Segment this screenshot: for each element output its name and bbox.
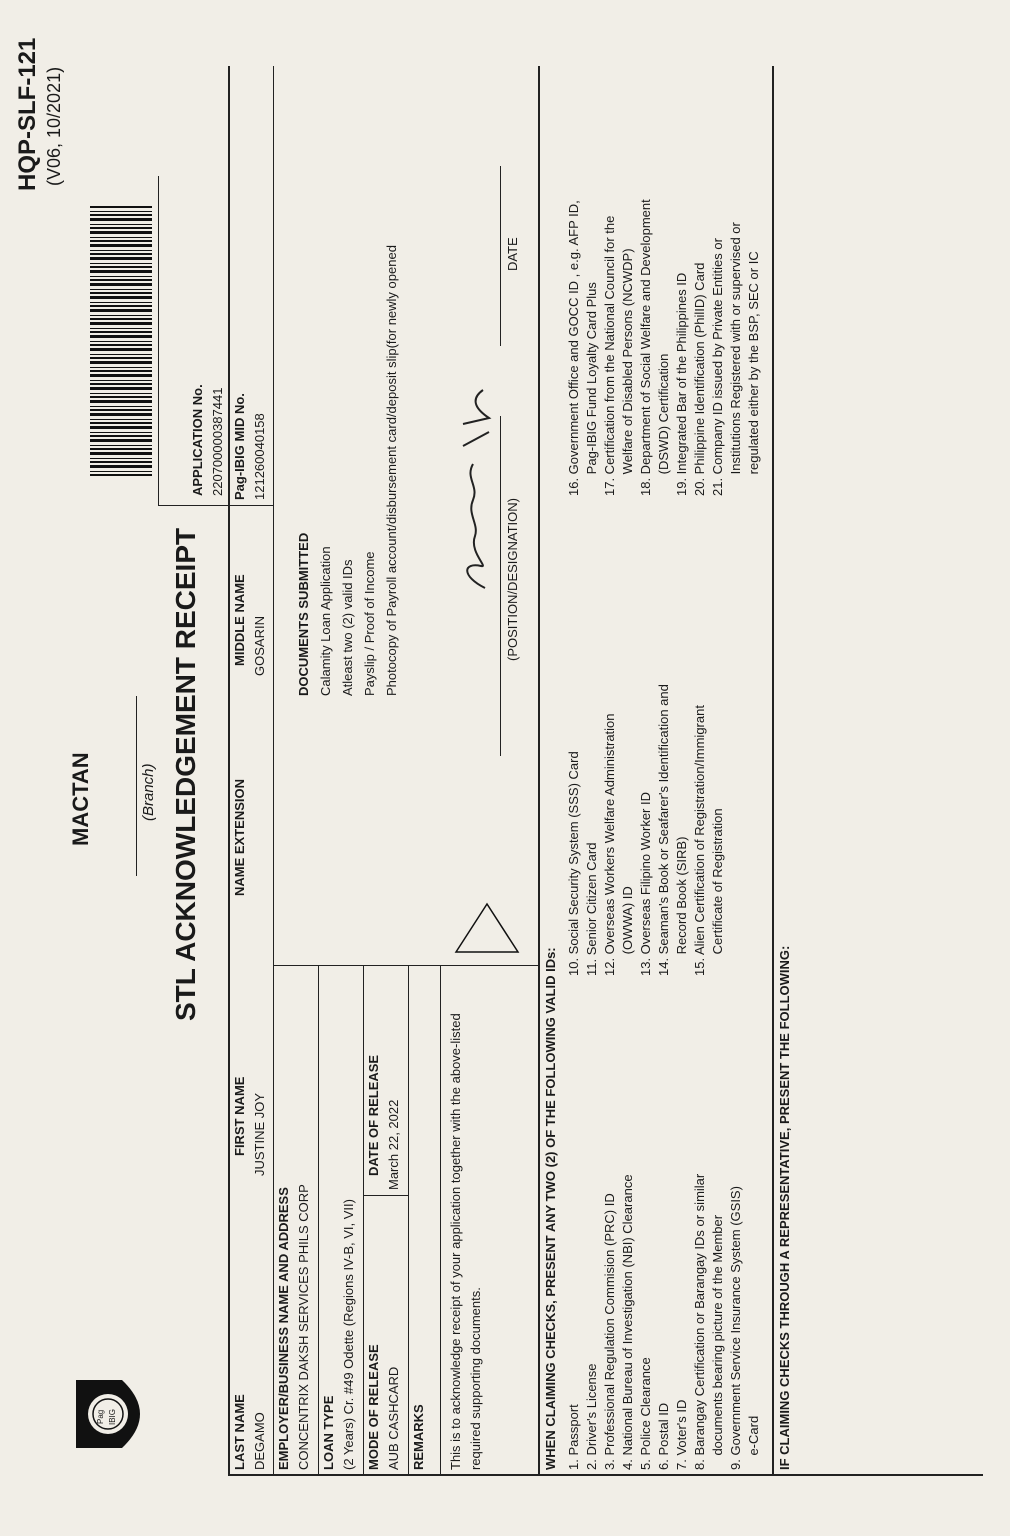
logo-text-line1: Pag — [96, 1409, 105, 1424]
loan-type-value: (2 Years) Cr. #49 Odette (Regions IV-B, VI, VII) — [341, 1199, 356, 1470]
valid-id-item: 16. Government Office and GOCC ID , e.g. AFP ID, — [566, 200, 581, 496]
valid-id-item: documents bearing picture of the Member — [710, 1214, 725, 1470]
application-no-label: APPLICATION No. — [190, 384, 205, 496]
barcode — [90, 206, 152, 476]
acknowledgement-line1: This is to acknowledge receipt of your application together with the above-listed — [448, 1013, 463, 1470]
form-code: HQP-SLF-121 — [14, 37, 41, 191]
valid-id-item: Certificate of Registration — [710, 808, 725, 976]
documents-label: DOCUMENTS SUBMITTED — [296, 532, 311, 696]
valid-id-item: 14. Seaman's Book or Seafarer's Identification and — [656, 684, 671, 976]
valid-id-item: 10. Social Security System (SSS) Card — [566, 751, 581, 976]
valid-id-item: 2. Driver's License — [584, 1363, 599, 1470]
representative-heading: IF CLAIMING CHECKS THROUGH A REPRESENTATIVE, PRESENT THE FOLLOWING: — [777, 945, 792, 1470]
release-divider — [363, 1195, 408, 1196]
employer-value: CONCENTRIX DAKSH SERVICES PHILS CORP — [296, 1184, 311, 1470]
app-box-top — [158, 176, 159, 506]
valid-id-item: 11. Senior Citizen Card — [584, 842, 599, 976]
valid-id-item: (OWWA) ID — [620, 886, 635, 976]
acknowledgement-date-label: DATE — [505, 237, 520, 271]
mid-label: Pag-IBIG MID No. — [232, 393, 247, 500]
middle-name-value: GOSARIN — [252, 616, 267, 676]
release-row-bottom — [408, 966, 409, 1476]
documents-divider — [273, 965, 440, 966]
valid-id-item: 5. Police Clearance — [638, 1357, 653, 1470]
page-title: STL ACKNOWLEDGEMENT RECEIPT — [170, 527, 201, 1021]
valid-id-item: Welfare of Disabled Persons (NCWDP) — [620, 248, 635, 496]
name-extension-label: NAME EXTENSION — [232, 778, 247, 896]
branch-underline — [136, 696, 137, 876]
last-name-value: DEGAMO — [252, 1412, 267, 1470]
logo-text-line2: IBIG — [108, 1408, 117, 1425]
table-top-border — [228, 66, 230, 1476]
valid-id-item: (DSWD) Certification — [656, 353, 671, 496]
table-left-border — [228, 1474, 983, 1476]
valid-id-item: Record Book (SIRB) — [674, 836, 689, 976]
branch-caption: (Branch) — [140, 763, 157, 821]
document-item: Atleast two (2) valid IDs — [340, 559, 355, 696]
pagibig-logo — [70, 1374, 150, 1454]
branch-value: MACTAN — [68, 752, 93, 846]
mode-of-release-value: AUB CASHCARD — [386, 1366, 401, 1470]
document-item: Payslip / Proof of Income — [362, 551, 377, 696]
acknowledgement-line2: required supporting documents. — [468, 1287, 483, 1470]
employer-label: EMPLOYER/BUSINESS NAME AND ADDRESS — [276, 1187, 291, 1470]
document-item: Calamity Loan Application — [318, 546, 333, 696]
first-name-value: JUSTINE JOY — [252, 1092, 267, 1176]
valid-ids-heading: WHEN CLAIMING CHECKS, PRESENT ANY TWO (2) OF THE FOLLOWING VALID IDs: — [543, 947, 558, 1470]
mid-divider — [228, 505, 273, 506]
valid-id-item: 13. Overseas Filipino Worker ID — [638, 792, 653, 976]
acknowledgement-row-bottom — [538, 66, 540, 1476]
remarks-row-bottom — [440, 966, 441, 1476]
valid-id-item: 21. Company ID issued by Private Entities or — [710, 238, 725, 496]
middle-name-label: MIDDLE NAME — [232, 574, 247, 666]
valid-id-item: 8. Barangay Certification or Barangay IDs or similar — [692, 1173, 707, 1470]
mid-value: 121260040158 — [252, 413, 267, 500]
mode-of-release-label: MODE OF RELEASE — [366, 1344, 381, 1470]
date-line — [500, 166, 501, 346]
valid-ids-bottom — [772, 66, 774, 1476]
loan-type-label: LOAN TYPE — [321, 1395, 336, 1470]
signature-divider — [440, 965, 538, 966]
valid-id-item: 9. Government Service Insurance System (GSIS) — [728, 1186, 743, 1470]
valid-id-item: 20. Philippine Identification (PhilID) Card — [692, 262, 707, 496]
valid-id-item: 3. Professional Regulation Commision (PRC) ID — [602, 1193, 617, 1470]
valid-id-item: 12. Overseas Workers Welfare Administration — [602, 713, 617, 976]
valid-id-item: 4. National Bureau of Investigation (NBI) Clearance — [620, 1174, 635, 1470]
date-of-release-value: March 22, 2022 — [386, 1099, 401, 1190]
form-version: (V06, 10/2021) — [44, 66, 64, 186]
app-box-left — [158, 505, 228, 506]
employer-row-bottom — [318, 966, 319, 1476]
valid-id-item: 17. Certification from the National Council for the — [602, 215, 617, 496]
valid-id-item: 19. Integrated Bar of the Philippines ID — [674, 272, 689, 496]
last-name-label: LAST NAME — [232, 1394, 247, 1470]
remarks-label: REMARKS — [411, 1404, 426, 1470]
name-row-bottom — [273, 66, 274, 1476]
date-of-release-label: DATE OF RELEASE — [366, 1054, 381, 1176]
document-item: Photocopy of Payroll account/disbursement card/deposit slip(for newly opened — [384, 245, 399, 696]
valid-id-item: 7. Voter's ID — [674, 1399, 689, 1470]
valid-id-item: 15. Alien Certification of Registration/Immigrant — [692, 705, 707, 976]
position-designation-label: (POSITION/DESIGNATION) — [505, 498, 520, 661]
valid-id-item: 18. Department of Social Welfare and Development — [638, 199, 653, 496]
valid-id-item: 1. Passport — [566, 1404, 581, 1470]
application-no-value: 220700000387441 — [210, 387, 225, 496]
valid-id-item: e-Card — [746, 1415, 761, 1470]
valid-id-item: regulated either by the BSP, SEC or IC — [746, 251, 761, 496]
signature — [455, 366, 502, 596]
position-line — [500, 416, 501, 756]
valid-id-item: Institutions Registered with or supervised or — [728, 222, 743, 496]
valid-id-item: Pag-IBIG Fund Loyalty Card Plus — [584, 282, 599, 496]
approval-triangle — [452, 900, 527, 956]
valid-id-item: 6. Postal ID — [656, 1402, 671, 1470]
first-name-label: FIRST NAME — [232, 1076, 247, 1156]
loan-row-bottom — [363, 966, 364, 1476]
